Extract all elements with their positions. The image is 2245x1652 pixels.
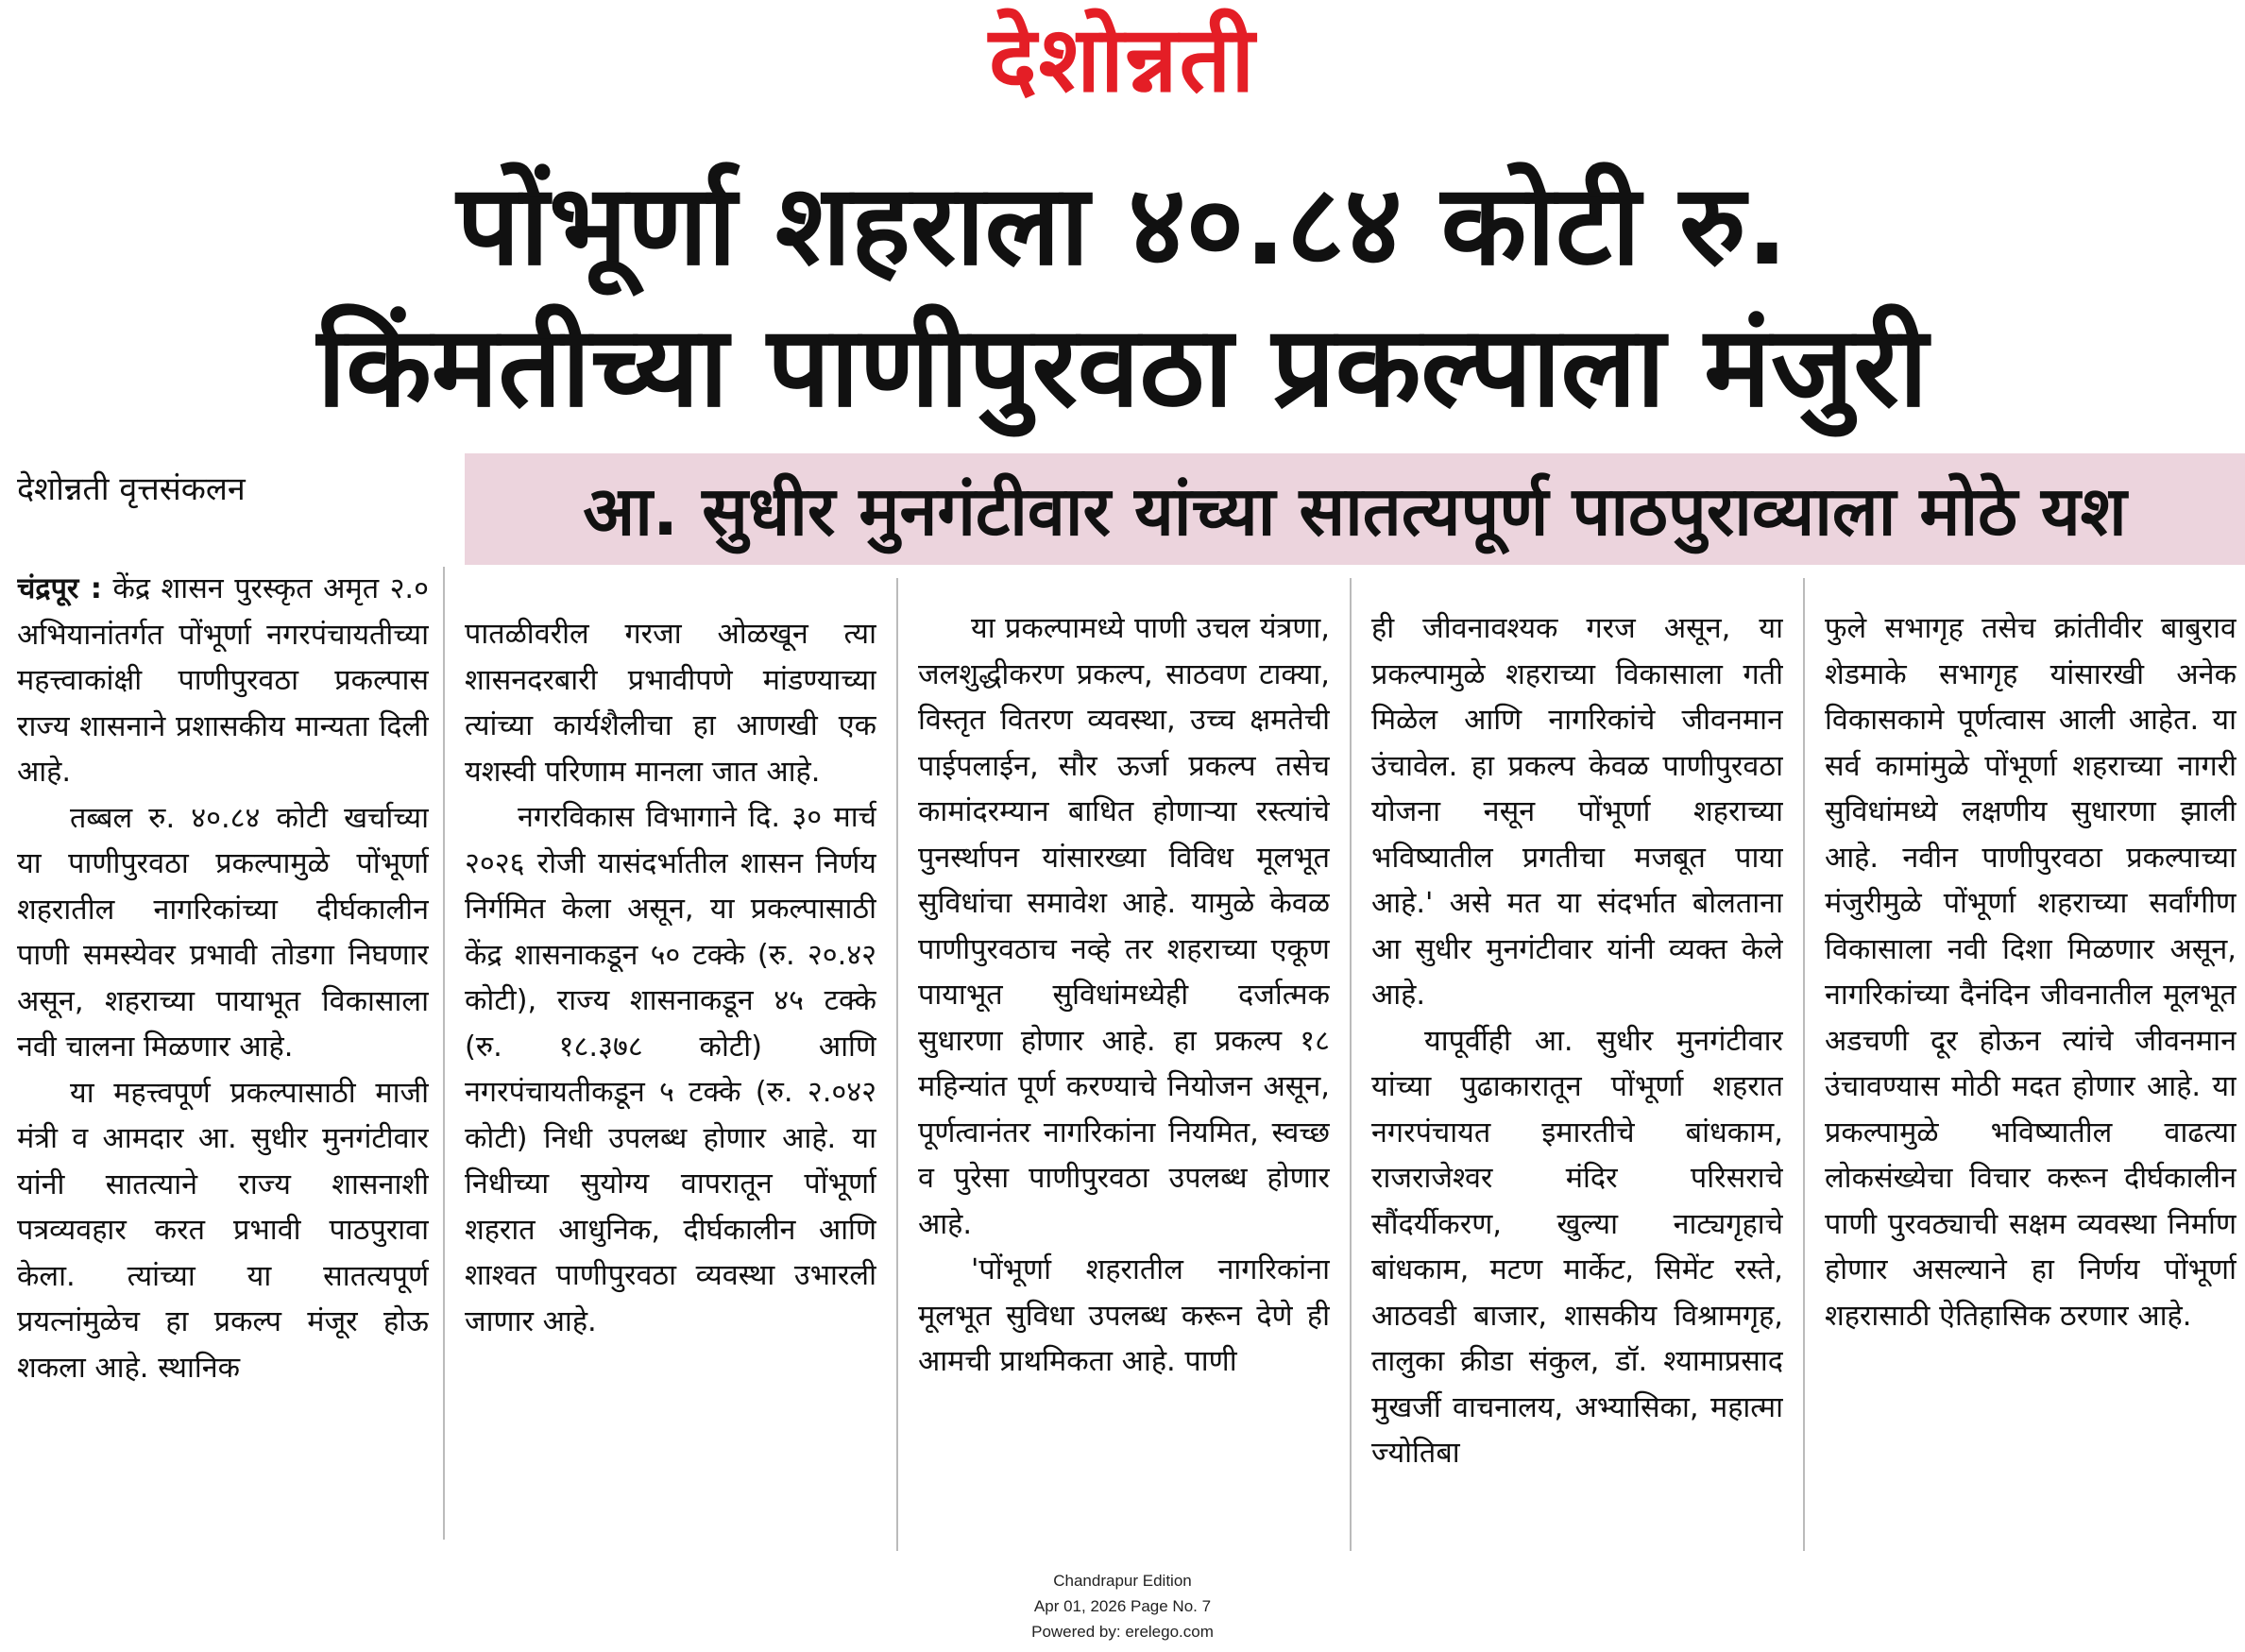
column-divider (443, 567, 445, 1540)
article-paragraph: ही जीवनावश्यक गरज असून, या प्रकल्पामुळे शहराच्या विकासाला गती मिळेल आणि नागरिकांचे जीवनमान उंचावेल. हा प्रकल्प केवळ पाणीपुरवठा योजना नसून पोंभूर्णा शहराच्या भविष्यातील प्रगतीचा मजबूत पाया आहे.' असे मत या संदर्भात बोलताना आ सुधीर मुनगंटीवार यांनी व्यक्त केले आहे. (1371, 612, 1783, 1012)
page-footer (0, 1568, 2245, 1644)
article-paragraph: पातळीवरील गरजा ओळखून त्या शासनदरबारी प्रभावीपणे मांडण्याच्या त्यांच्या कार्यशैलीचा हा आणखी एक यशस्वी परिणाम मानला जात आहे. (465, 618, 876, 789)
article-paragraph: यापूर्वीही आ. सुधीर मुनगंटीवार यांच्या पुढाकारातून पोंभूर्णा शहरात नगरपंचायत इमारतीचे बांधकाम, राजराजेश्वर मंदिर परिसराचे सौंदर्यीकरण, खुल्या नाट्यगृहाचे बांधकाम, मटण मार्केट, सिमेंट रस्ते, आठवडी बाजार, शासकीय विश्रामगृह, तालुका क्रीडा संकुल, डॉ. श्यामाप्रसाद मुखर्जी वाचनालय, अभ्यासिका, महात्मा ज्योतिबा (1371, 1024, 1783, 1470)
newspaper-logo: देशोन्नती (988, 7, 1257, 112)
article-paragraph: 'पोंभूर्णा शहरातील नागरिकांना मूलभूत सुविधा उपलब्ध करून देणे ही आमची प्राथमिकता आहे. पाणी (918, 1253, 1330, 1378)
article-column-5 (1825, 606, 2236, 1598)
column-divider (1350, 578, 1352, 1551)
dateline: चंद्रपूर : (17, 572, 102, 605)
date-page-label: Apr 01, 2026 Page No. 7 (1033, 1597, 1212, 1615)
article-paragraph (17, 567, 429, 796)
article-paragraph: या महत्त्वपूर्ण प्रकल्पासाठी माजी मंत्री व आमदार आ. सुधीर मुनगंटीवार यांनी सातत्याने राज्य शासनाशी पत्रव्यवहार करत प्रभावी पाठपुरावा केला. त्यांच्या या सातत्यपूर्ण प्रयत्नांमुळेच हा प्रकल्प मंजूर होऊ शकला आहे. स्थानिक (17, 1076, 429, 1385)
edition-label: Chandrapur Edition (1053, 1572, 1192, 1590)
article-column-4 (1371, 606, 1783, 1598)
powered-by-link[interactable]: Powered by: erelego.com (1031, 1623, 1214, 1641)
headline-line-1: पोंभूर्णा शहराला ४०.८४ कोटी रु. (456, 160, 1789, 290)
column-divider (1803, 578, 1805, 1551)
article-column-2 (465, 612, 876, 1604)
article-paragraph: तब्बल रु. ४०.८४ कोटी खर्चाच्या या पाणीपुरवठा प्रकल्पामुळे पोंभूर्णा शहरातील नागरिकांच्या दीर्घकालीन पाणी समस्येवर प्रभावी तोडगा निघणार असून, शहराच्या पायाभूत विकासाला नवी चालना मिळणार आहे. (17, 801, 429, 1064)
byline: देशोन्नती वृत्तसंकलन (17, 470, 246, 508)
article-column-1 (17, 567, 429, 1558)
masthead (0, 0, 2245, 113)
article-paragraph: या प्रकल्पामध्ये पाणी उचल यंत्रणा, जलशुद्धीकरण प्रकल्प, साठवण टाक्या, विस्तृत वितरण व्यवस्था, उच्च क्षमतेची पाईपलाईन, सौर ऊर्जा प्रकल्प तसेच कामांदरम्यान बाधित होणाऱ्या रस्त्यांचे पुनर्स्थापन यांसारख्या विविध मूलभूत सुविधांचा समावेश आहे. यामुळे केवळ पाणीपुरवठाच नव्हे तर शहराच्या एकूण पायाभूत सुविधांमध्येही दर्जात्मक सुधारणा होणार आहे. हा प्रकल्प १८ महिन्यांत पूर्ण करण्याचे नियोजन असून, पूर्णत्वानंतर नागरिकांना नियमित, स्वच्छ व पुरेसा पाणीपुरवठा उपलब्ध होणार आहे. (918, 612, 1330, 1241)
article-paragraph: फुले सभागृह तसेच क्रांतीवीर बाबुराव शेडमाके सभागृह यांसारखी अनेक विकासकामे पूर्णत्वास आली आहेत. या सर्व कामांमुळे पोंभूर्णा शहराच्या नागरी सुविधांमध्ये लक्षणीय सुधारणा झाली आहे. नवीन पाणीपुरवठा प्रकल्पाच्या मंजुरीमुळे पोंभूर्णा शहराच्या सर्वांगीण विकासाला नवी दिशा मिळणार असून, नागरिकांच्या दैनंदिन जीवनातील मूलभूत अडचणी दूर होऊन त्यांचे जीवनमान उंचावण्यास मोठी मदत होणार आहे. या प्रकल्पामुळे भविष्यातील वाढत्या लोकसंख्येचा विचार करून दीर्घकालीन पाणी पुरवठ्याची सक्षम व्यवस्था निर्माण होणार असल्याने हा निर्णय पोंभूर्णा शहरासाठी ऐतिहासिक ठरणार आहे. (1825, 612, 2236, 1333)
headline-line-2: किंमतीच्या पाणीपुरवठा प्रकल्पाला मंजुरी (316, 301, 1929, 432)
subheadline: आ. सुधीर मुनगंटीवार यांच्या सातत्यपूर्ण पाठपुराव्याला मोठे यश (465, 453, 2245, 565)
article-paragraph: नगरविकास विभागाने दि. ३० मार्च २०२६ रोजी यासंदर्भातील शासन निर्णय निर्गमित केला असून, या प्रकल्पासाठी केंद्र शासनाकडून ५० टक्के (रु. २०.४२ कोटी), राज्य शासनाकडून ४५ टक्के (रु. १८.३७८ कोटी) आणि नगरपंचायतीकडून ५ टक्के (रु. २.०४२ कोटी) निधी उपलब्ध होणार आहे. या निधीच्या सुयोग्य वापरातून पोंभूर्णा शहरात आधुनिक, दीर्घकालीन आणि शाश्वत पाणीपुरवठा व्यवस्था उभारली जाणार आहे. (465, 801, 876, 1338)
paragraph-text: केंद्र शासन पुरस्कृत अमृत २.० अभियानांतर्गत पोंभूर्णा नगरपंचायतीच्या महत्त्वाकांक्षी पाणीपुरवठा प्रकल्पास राज्य शासनाने प्रशासकीय मान्यता दिली आहे. (17, 572, 429, 789)
article-column-3 (918, 606, 1330, 1598)
column-divider (896, 578, 898, 1551)
